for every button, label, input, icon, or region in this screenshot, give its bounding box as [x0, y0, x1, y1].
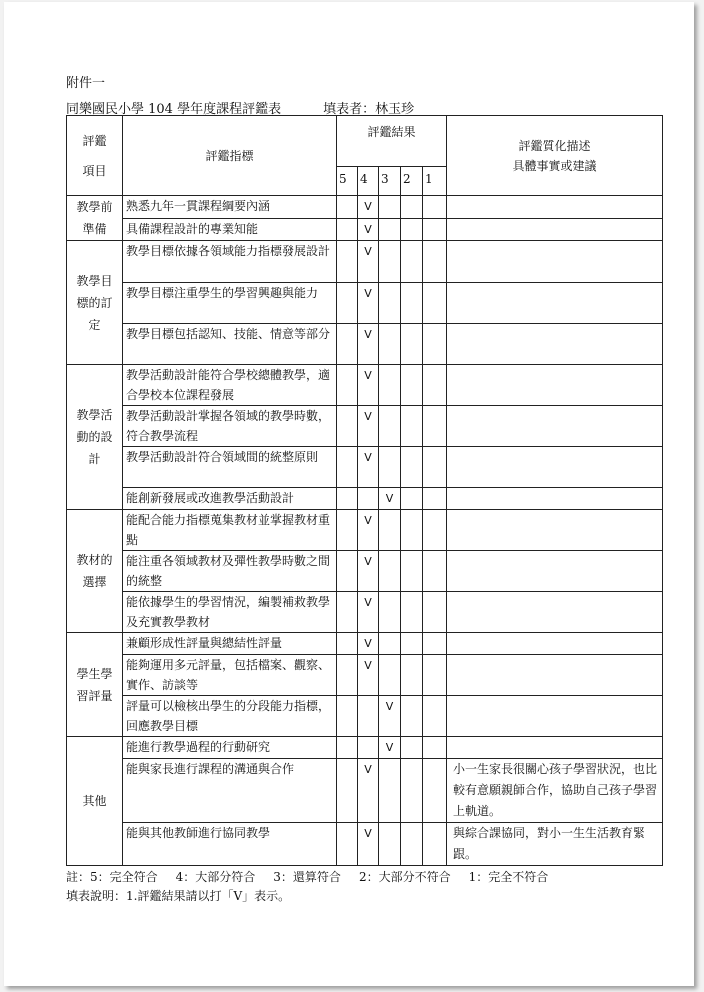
check-mark: V — [364, 328, 372, 341]
description-cell — [447, 406, 663, 447]
table-row — [67, 406, 663, 447]
legend-item: 5：完全符合 — [90, 870, 158, 884]
scale-5: 5 — [337, 167, 358, 196]
indicator-cell: 能配合能力指標蒐集教材並掌握教材重點 — [123, 510, 337, 551]
score-cell-4 — [358, 592, 379, 633]
description-cell — [447, 365, 663, 406]
score-cell-1 — [423, 823, 447, 866]
table-row — [67, 759, 663, 823]
score-cell-2 — [401, 633, 423, 655]
score-cell-5 — [337, 196, 358, 219]
header-item-top: 評鑑 — [82, 133, 107, 148]
description-cell — [447, 592, 663, 633]
legend — [66, 868, 548, 887]
category-line: 教學前 — [76, 200, 113, 214]
score-cell-5 — [337, 737, 358, 759]
table-row — [67, 737, 663, 759]
attachment-label: 附件一 — [66, 76, 106, 91]
header-item-bottom: 項目 — [82, 163, 107, 178]
category-line: 定 — [88, 317, 101, 332]
score-cell-2 — [401, 283, 423, 324]
score-cell-4 — [358, 737, 379, 759]
check-mark: V — [364, 245, 372, 258]
category-cell — [67, 365, 123, 510]
score-cell-1 — [423, 447, 447, 488]
score-cell-4 — [358, 655, 379, 696]
score-cell-2 — [401, 447, 423, 488]
check-mark: V — [364, 200, 372, 213]
indicator-cell: 教學活動設計能符合學校總體教學，適合學校本位課程發展 — [123, 365, 337, 406]
score-cell-4 — [358, 196, 379, 219]
description-cell — [447, 551, 663, 592]
legend-item: 4：大部分符合 — [175, 870, 256, 884]
score-cell-5 — [337, 510, 358, 551]
score-cell-3 — [379, 696, 401, 737]
table-row — [67, 551, 663, 592]
score-cell-2 — [401, 488, 423, 510]
scale-4: 4 — [358, 167, 379, 196]
score-cell-4 — [358, 324, 379, 365]
check-mark: V — [364, 514, 372, 527]
score-cell-5 — [337, 241, 358, 283]
score-cell-4 — [358, 365, 379, 406]
indicator-cell: 教學目標包括認知、技能、情意等部分 — [123, 324, 337, 365]
score-cell-5 — [337, 759, 358, 823]
table-row — [67, 633, 663, 655]
header-row — [67, 116, 663, 167]
check-mark: V — [364, 287, 372, 300]
score-cell-5 — [337, 406, 358, 447]
indicator-cell: 能與其他教師進行協同教學 — [123, 823, 337, 866]
category-line: 教學目 — [76, 273, 113, 288]
category-line: 教材的 — [76, 553, 113, 567]
evaluation-table — [66, 115, 663, 866]
score-cell-1 — [423, 510, 447, 551]
score-cell-2 — [401, 406, 423, 447]
check-mark: V — [364, 637, 372, 650]
score-cell-4 — [358, 488, 379, 510]
table-row — [67, 488, 663, 510]
document-page — [4, 2, 694, 986]
check-mark: V — [364, 596, 372, 609]
table-row — [67, 696, 663, 737]
table-row — [67, 218, 663, 241]
indicator-cell: 教學目標依據各領域能力指標發展設計 — [123, 241, 337, 283]
indicator-cell: 能創新發展或改進教學活動設計 — [123, 488, 337, 510]
score-cell-2 — [401, 655, 423, 696]
score-cell-4 — [358, 241, 379, 283]
score-cell-4 — [358, 283, 379, 324]
score-cell-4 — [358, 551, 379, 592]
score-cell-4 — [358, 406, 379, 447]
scale-3: 3 — [379, 167, 401, 196]
score-cell-1 — [423, 737, 447, 759]
instruction: 填表說明：1.評鑑結果請以打「V」表示。 — [66, 889, 291, 903]
check-mark: V — [385, 492, 394, 505]
description-cell — [447, 324, 663, 365]
check-mark: V — [364, 763, 372, 776]
score-cell-2 — [401, 196, 423, 219]
score-cell-3 — [379, 241, 401, 283]
footnote — [66, 868, 548, 906]
header-item — [67, 116, 123, 196]
score-cell-5 — [337, 365, 358, 406]
score-cell-1 — [423, 365, 447, 406]
table-row — [67, 283, 663, 324]
check-mark: V — [364, 555, 372, 568]
score-cell-1 — [423, 696, 447, 737]
header-desc-line2: 具體事實或建議 — [512, 158, 597, 173]
score-cell-1 — [423, 488, 447, 510]
check-mark: V — [364, 369, 372, 382]
score-cell-3 — [379, 406, 401, 447]
score-cell-5 — [337, 324, 358, 365]
description-cell — [447, 283, 663, 324]
score-cell-3 — [379, 324, 401, 365]
category-line: 標的訂 — [76, 295, 113, 310]
score-cell-5 — [337, 551, 358, 592]
indicator-cell: 兼顧形成性評量與總結性評量 — [123, 633, 337, 655]
table-row — [67, 447, 663, 488]
score-cell-5 — [337, 592, 358, 633]
score-cell-1 — [423, 633, 447, 655]
header-desc-line1: 評鑑質化描述 — [518, 138, 591, 153]
scale-2: 2 — [401, 167, 423, 196]
category-cell — [67, 241, 123, 365]
score-cell-3 — [379, 551, 401, 592]
description-cell — [447, 447, 663, 488]
score-cell-3 — [379, 283, 401, 324]
score-cell-4 — [358, 510, 379, 551]
legend-prefix: 註： — [66, 870, 91, 884]
score-cell-1 — [423, 655, 447, 696]
description-cell — [447, 241, 663, 283]
check-mark: V — [364, 410, 372, 423]
indicator-cell: 能注重各領域教材及彈性教學時數之間的統整 — [123, 551, 337, 592]
header-result: 評鑑結果 — [337, 116, 447, 167]
score-cell-5 — [337, 633, 358, 655]
table-row — [67, 592, 663, 633]
score-cell-5 — [337, 218, 358, 241]
scale-1: 1 — [423, 167, 447, 196]
description-cell — [447, 633, 663, 655]
score-cell-2 — [401, 696, 423, 737]
description-cell — [447, 218, 663, 241]
score-cell-2 — [401, 592, 423, 633]
category-line: 計 — [88, 452, 101, 466]
score-cell-5 — [337, 488, 358, 510]
category-cell — [67, 196, 123, 241]
description-cell — [447, 696, 663, 737]
check-mark: V — [385, 741, 394, 754]
indicator-cell: 教學活動設計符合領域間的統整原則 — [123, 447, 337, 488]
category-line: 教學活 — [76, 408, 113, 422]
category-line: 其他 — [82, 794, 107, 808]
score-cell-2 — [401, 218, 423, 241]
table-row — [67, 324, 663, 365]
category-cell — [67, 737, 123, 866]
score-cell-1 — [423, 551, 447, 592]
score-cell-3 — [379, 196, 401, 219]
legend-item: 2：大部分不符合 — [358, 870, 451, 884]
indicator-cell: 具備課程設計的專業知能 — [123, 218, 337, 241]
indicator-cell: 能進行教學過程的行動研究 — [123, 737, 337, 759]
score-cell-1 — [423, 406, 447, 447]
description-cell — [447, 737, 663, 759]
legend-item: 1：完全不符合 — [468, 870, 549, 884]
check-mark: V — [364, 827, 372, 840]
description-cell: 小一生家長很關心孩子學習狀況，也比較有意願親師合作，協助自己孩子學習上軌道。 — [447, 759, 663, 823]
indicator-cell: 熟悉九年一貫課程綱要內涵 — [123, 196, 337, 219]
description-cell: 與綜合課協同，對小一生生活教育緊跟。 — [447, 823, 663, 866]
score-cell-3 — [379, 655, 401, 696]
score-cell-2 — [401, 737, 423, 759]
table-row — [67, 655, 663, 696]
indicator-cell: 評量可以檢核出學生的分段能力指標，回應教學目標 — [123, 696, 337, 737]
legend-item: 3：還算符合 — [273, 870, 341, 884]
score-cell-2 — [401, 759, 423, 823]
category-cell — [67, 510, 123, 633]
indicator-cell: 教學目標注重學生的學習興趣與能力 — [123, 283, 337, 324]
category-cell — [67, 633, 123, 737]
category-line: 準備 — [82, 222, 107, 236]
score-cell-2 — [401, 551, 423, 592]
indicator-cell: 能依據學生的學習情況，編製補救教學及充實教學教材 — [123, 592, 337, 633]
form-title: 同樂國民小學 104 學年度課程評鑑表 — [66, 102, 282, 117]
category-line: 選擇 — [82, 575, 107, 589]
score-cell-4 — [358, 696, 379, 737]
score-cell-1 — [423, 241, 447, 283]
score-cell-3 — [379, 447, 401, 488]
score-cell-2 — [401, 823, 423, 866]
score-cell-3 — [379, 737, 401, 759]
score-cell-5 — [337, 696, 358, 737]
indicator-cell: 能與家長進行課程的溝通與合作 — [123, 759, 337, 823]
score-cell-3 — [379, 510, 401, 551]
score-cell-1 — [423, 592, 447, 633]
score-cell-5 — [337, 283, 358, 324]
score-cell-4 — [358, 447, 379, 488]
table-row — [67, 241, 663, 283]
score-cell-4 — [358, 633, 379, 655]
indicator-cell: 教學活動設計掌握各領域的教學時數，符合教學流程 — [123, 406, 337, 447]
score-cell-3 — [379, 218, 401, 241]
table-row — [67, 823, 663, 866]
score-cell-4 — [358, 218, 379, 241]
score-cell-3 — [379, 365, 401, 406]
description-cell — [447, 488, 663, 510]
score-cell-1 — [423, 283, 447, 324]
category-line: 學生學 — [76, 666, 113, 681]
description-cell — [447, 510, 663, 551]
score-cell-3 — [379, 759, 401, 823]
score-cell-3 — [379, 633, 401, 655]
description-cell — [447, 196, 663, 219]
indicator-cell: 能夠運用多元評量，包括檔案、觀察、實作、訪談等 — [123, 655, 337, 696]
score-cell-2 — [401, 241, 423, 283]
score-cell-5 — [337, 447, 358, 488]
score-cell-1 — [423, 759, 447, 823]
score-cell-2 — [401, 365, 423, 406]
score-cell-2 — [401, 510, 423, 551]
check-mark: V — [364, 659, 372, 672]
score-cell-5 — [337, 823, 358, 866]
score-cell-4 — [358, 823, 379, 866]
score-cell-1 — [423, 324, 447, 365]
score-cell-5 — [337, 655, 358, 696]
table-row — [67, 365, 663, 406]
header-indicator: 評鑑指標 — [123, 116, 337, 196]
score-cell-2 — [401, 324, 423, 365]
category-line: 習評量 — [76, 688, 113, 703]
table-row — [67, 196, 663, 219]
form-filler: 填表者：林玉珍 — [323, 102, 415, 117]
category-line: 動的設 — [76, 430, 113, 444]
check-mark: V — [385, 700, 394, 713]
description-cell — [447, 655, 663, 696]
score-cell-3 — [379, 488, 401, 510]
table-row — [67, 510, 663, 551]
check-mark: V — [364, 222, 372, 236]
score-cell-4 — [358, 759, 379, 823]
check-mark: V — [364, 451, 372, 464]
score-cell-3 — [379, 592, 401, 633]
score-cell-1 — [423, 218, 447, 241]
score-cell-3 — [379, 823, 401, 866]
header-description — [447, 116, 663, 196]
score-cell-1 — [423, 196, 447, 219]
